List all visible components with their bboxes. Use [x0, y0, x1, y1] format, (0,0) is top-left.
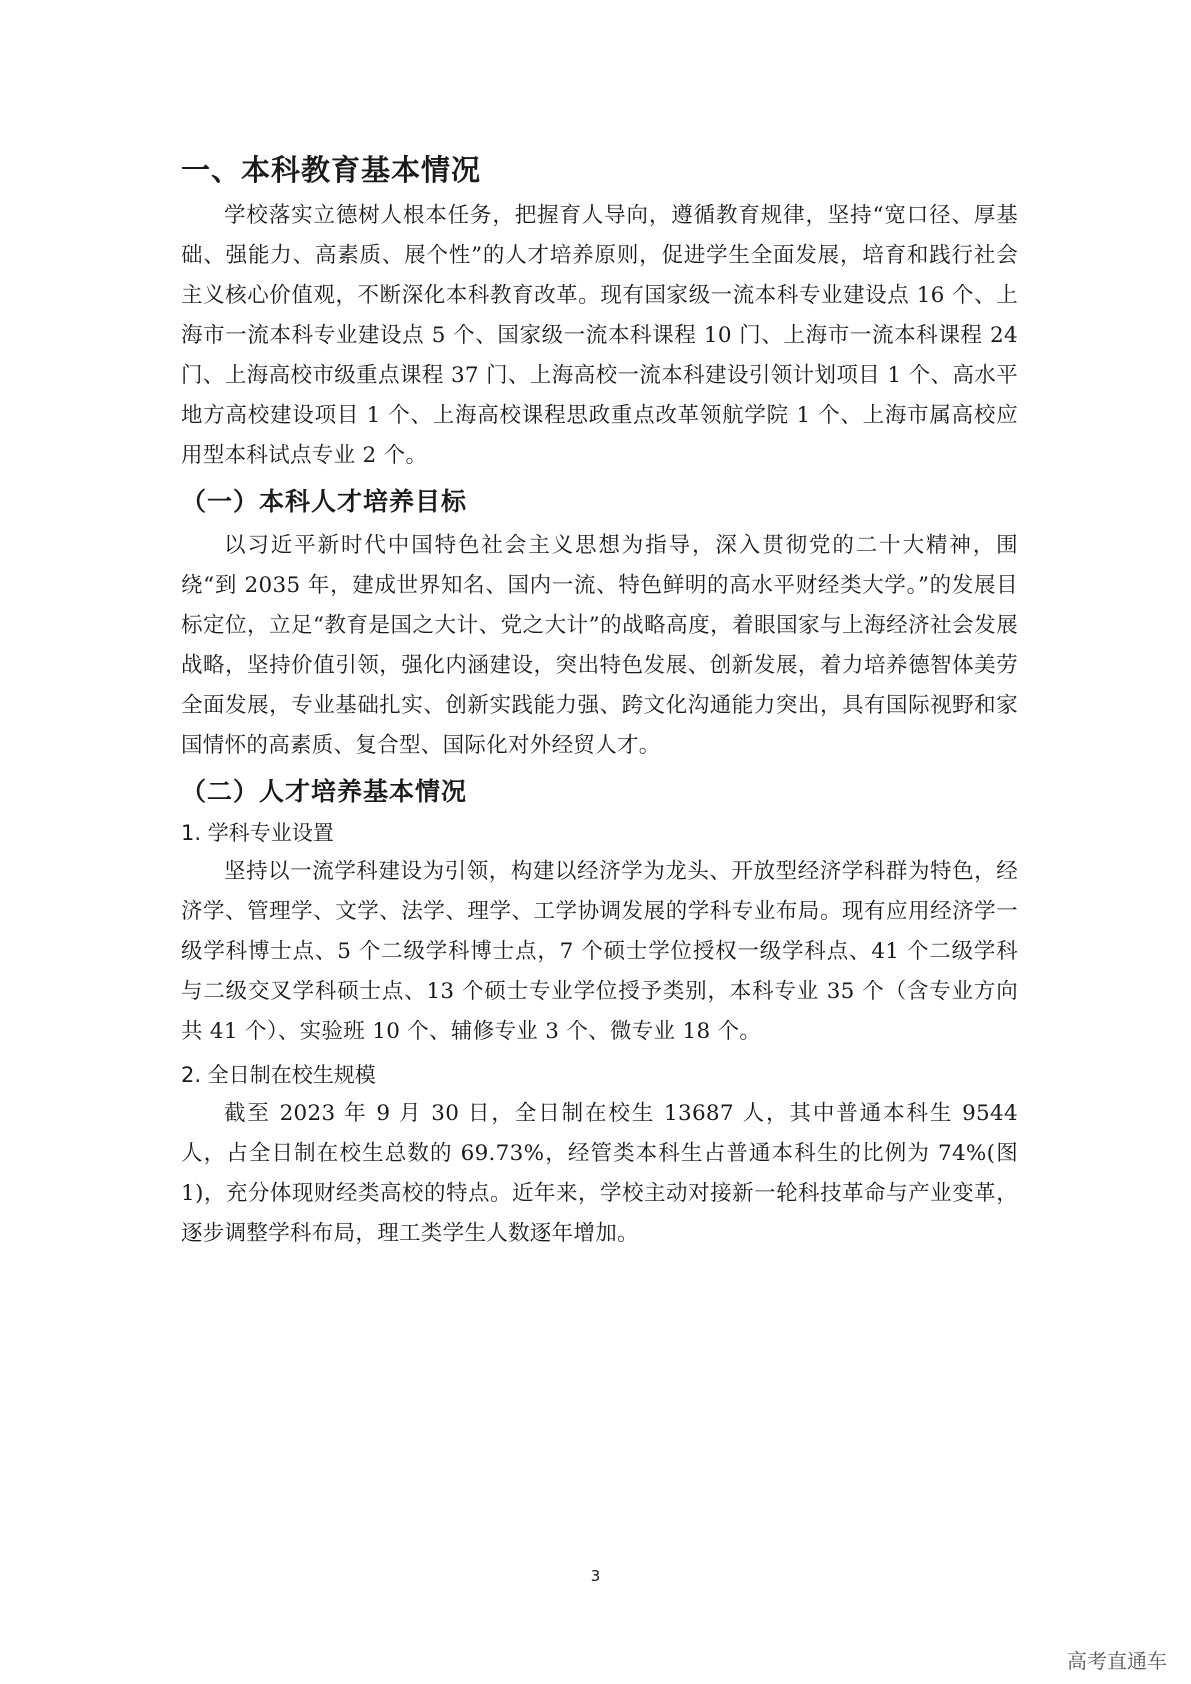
subsection-heading-goals: （一）本科人才培养目标 [181, 487, 468, 516]
section-paragraph: 学校落实立德树人根本任务，把握育人导向，遵循教育规律，坚持“宽口径、厚基础、强能力、高素质、展个性”的人才培养原则，促进学生全面发展，培育和践行社会主义核心价值观，不断深化本科教育改革。现有国家级一流本科专业建设点 16 个、上海市一流本科专业建设点 5 个、国家级一流本科课程 10 门、上海市一流本科课程 24 门、上海高校市级重点课程 37 门、上海高校一流本科建设引领计划项目 1 个、高水平地方高校建设项目 1 个、上海高校课程思政重点改革领航学院 1 个、上海市属高校应用型本科试点专业 2 个。 [181, 203, 1018, 468]
item-paragraph-disciplines: 坚持以一流学科建设为引领，构建以经济学为龙头、开放型经济学科群为特色，经济学、管理学、文学、法学、理学、工学协调发展的学科专业布局。现有应用经济学一级学科博士点、5 个二级学科博士点，7 个硕士学位授权一级学科点、41 个二级学科与二级交叉学科硕士点、13 个硕士专业学位授予类别，本科专业 35 个（含专业方向共 41 个）、实验班 10 个、辅修专业 3 个、微专业 18 个。 [181, 859, 1018, 1044]
subsection-paragraph-goals: 以习近平新时代中国特色社会主义思想为指导，深入贯彻党的二十大精神，围绕“到 2035 年，建成世界知名、国内一流、特色鲜明的高水平财经类大学。”的发展目标定位，立足“教育是国之大计、党之大计”的战略高度，着眼国家与上海经济社会发展战略，坚持价值引领，强化内涵建设，突出特色发展、创新发展，着力培养德智体美劳全面发展，专业基础扎实、创新实践能力强、跨文化沟通能力突出，具有国际视野和家国情怀的高素质、复合型、国际化对外经贸人才。 [181, 533, 1018, 758]
item-heading-enrollment: 2. 全日制在校生规模 [181, 1063, 376, 1087]
subsection-heading-basics: （二）人才培养基本情况 [181, 777, 468, 806]
watermark-text: 高考直通车 [1067, 1649, 1167, 1673]
page-number: 3 [590, 1567, 601, 1585]
item-heading-disciplines: 1. 学科专业设置 [181, 821, 334, 845]
document-body [181, 150, 1018, 1260]
section-heading: 一、本科教育基本情况 [181, 153, 482, 187]
item-paragraph-enrollment: 截至 2023 年 9 月 30 日，全日制在校生 13687 人，其中普通本科生 9544 人，占全日制在校生总数的 69.73%，经管类本科生占普通本科生的比例为 74%(图 1)，充分体现财经类高校的特点。近年来，学校主动对接新一轮科技革命与产业变革，逐步调整学科布局，理工类学生人数逐年增加。 [181, 1101, 1018, 1246]
